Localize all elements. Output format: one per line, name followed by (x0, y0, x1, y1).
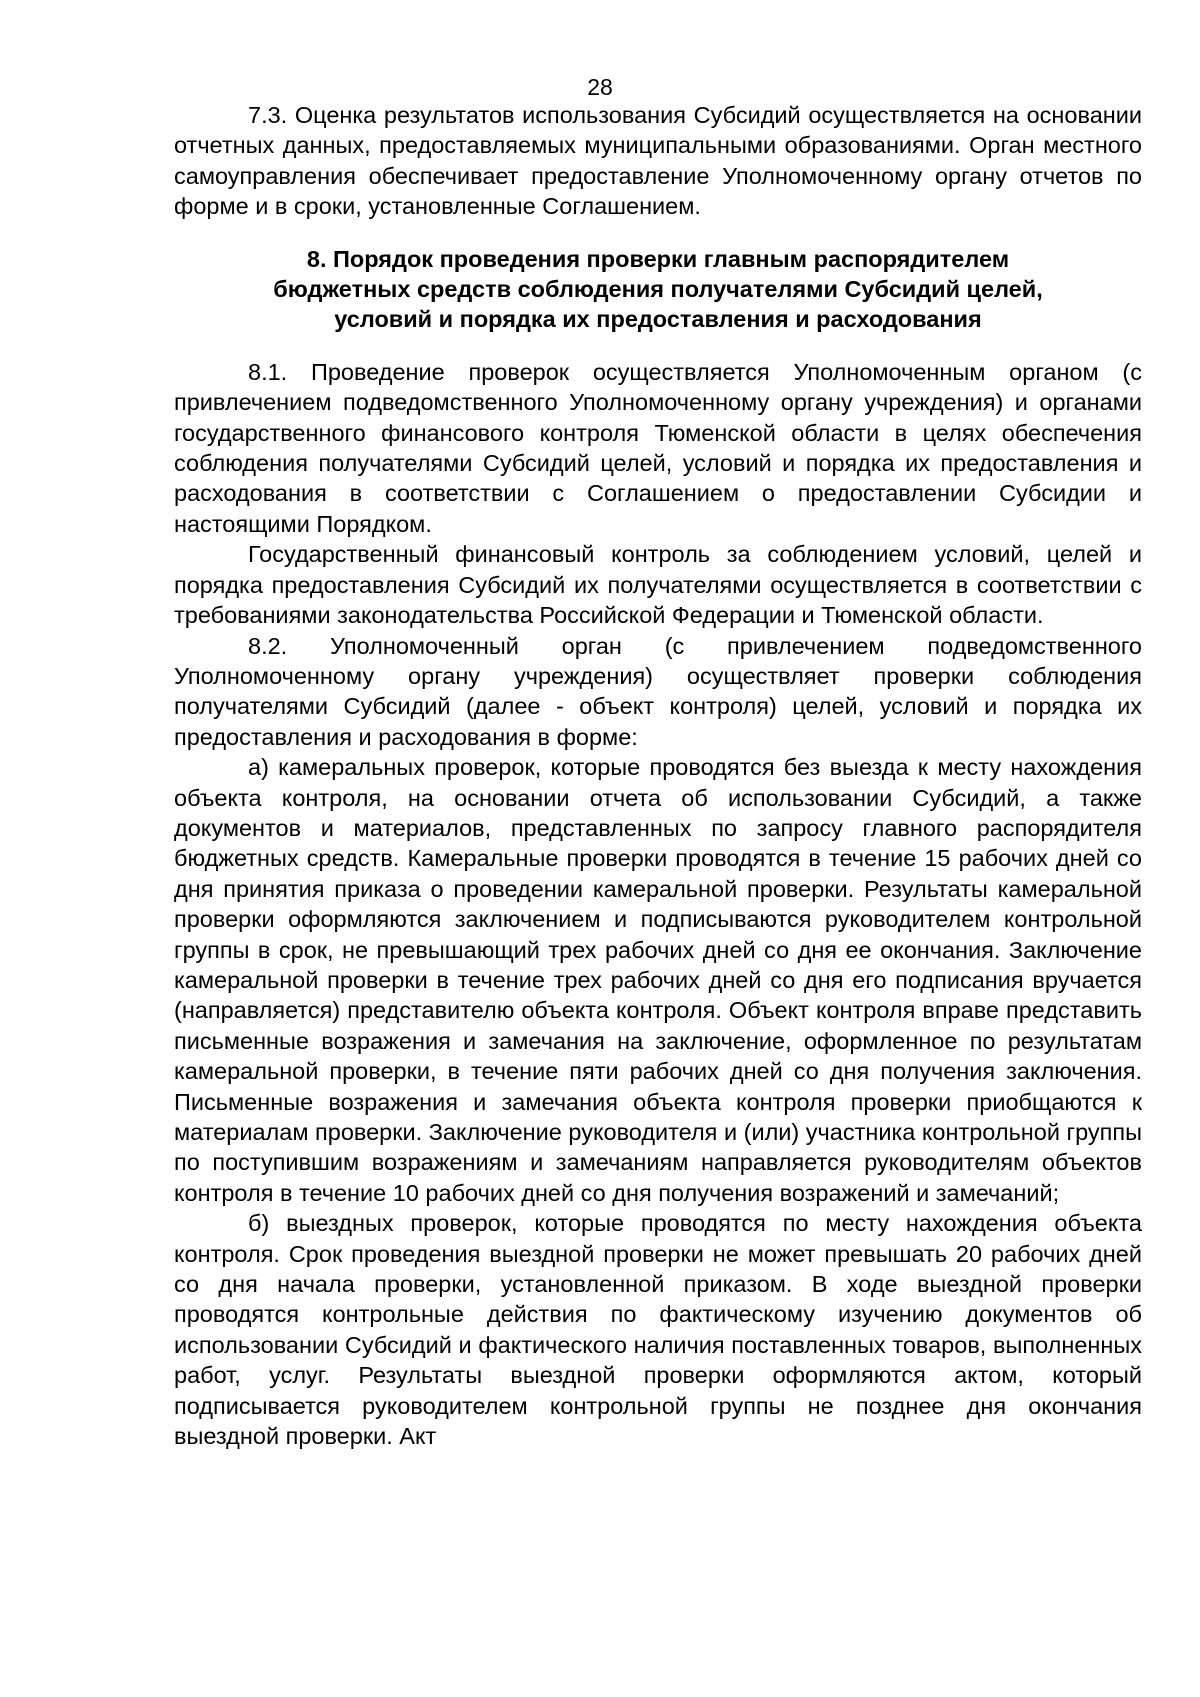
paragraph-7-3: 7.3. Оценка результатов использования Субсидий осуществляется на основании отчетных данных, предоставляемых муниципальными образованиями. Орган местного самоуправления обеспечивает предоставление Уполномоченному органу отчетов по форме и в сроки, установленные Соглашением. (174, 102, 1142, 220)
section-8-heading-line-1: 8. Порядок проведения проверки главным распорядителем (306, 245, 1010, 272)
document-body (174, 100, 1142, 1451)
paragraph-8-1: 8.1. Проведение проверок осуществляется Уполномоченным органом (с привлечением подведомственного Уполномоченному органу учреждения) и органами государственного финансового контроля Тюменской области в целях обеспечения соблюдения получателями Субсидий целей, условий и порядка их предоставления и расходования в соответствии с Соглашением о предоставлении Субсидии и настоящими Порядком. (174, 358, 1142, 537)
section-8-heading-line-3: условий и порядка их предоставления и расходования (334, 306, 982, 333)
section-8-heading-line-2: бюджетных средств соблюдения получателями Субсидий целей, (273, 276, 1043, 303)
page-number: 28 (587, 74, 613, 100)
paragraph-8-2: 8.2. Уполномоченный орган (с привлечением подведомственного Уполномоченному органу учреждения) осуществляет проверки соблюдения получателями Субсидий (далее - объект контроля) целей, условий и порядка их предоставления и расходования в форме: (174, 632, 1142, 750)
section-8-heading (174, 244, 1142, 335)
paragraph-state-financial-control: Государственный финансовый контроль за соблюдением условий, целей и порядка предоставления Субсидий их получателями осуществляется в соответствии с требованиями законодательства Российской Федерации и Тюменской области. (174, 541, 1142, 629)
paragraph-8-2-a-desk-audits: а) камеральных проверок, которые проводятся без выезда к месту нахождения объекта контроля, на основании отчета об использовании Субсидий, а также документов и материалов, представленных по запросу главного распорядителя бюджетных средств. Камеральные проверки проводятся в течение 15 рабочих дней со дня принятия приказа о проведении камеральной проверки. Результаты камеральной проверки оформляются заключением и подписываются руководителем контрольной группы в срок, не превышающий трех рабочих дней со дня ее окончания. Заключение камеральной проверки в течение трех рабочих дней со дня его подписания вручается (направляется) представителю объекта контроля. Объект контроля вправе представить письменные возражения и замечания на заключение, оформленное по результатам камеральной проверки, в течение пяти рабочих дней со дня получения заключения. Письменные возражения и замечания объекта контроля проверки приобщаются к материалам проверки. Заключение руководителя и (или) участника контрольной группы по поступившим возражениям и замечаниям направляется руководителям объектов контроля в течение 10 рабочих дней со дня получения возражений и замечаний; (174, 754, 1142, 1206)
paragraph-8-2-b-field-audits: б) выездных проверок, которые проводятся по месту нахождения объекта контроля. Срок проведения выездной проверки не может превышать 20 рабочих дней со дня начала проверки, установленной приказом. В ходе выездной проверки проводятся контрольные действия по фактическому изучению документов об использовании Субсидий и фактического наличия поставленных товаров, выполненных работ, услуг. Результаты выездной проверки оформляются актом, который подписывается руководителем контрольной группы не позднее дня окончания выездной проверки. Акт (174, 1210, 1142, 1450)
